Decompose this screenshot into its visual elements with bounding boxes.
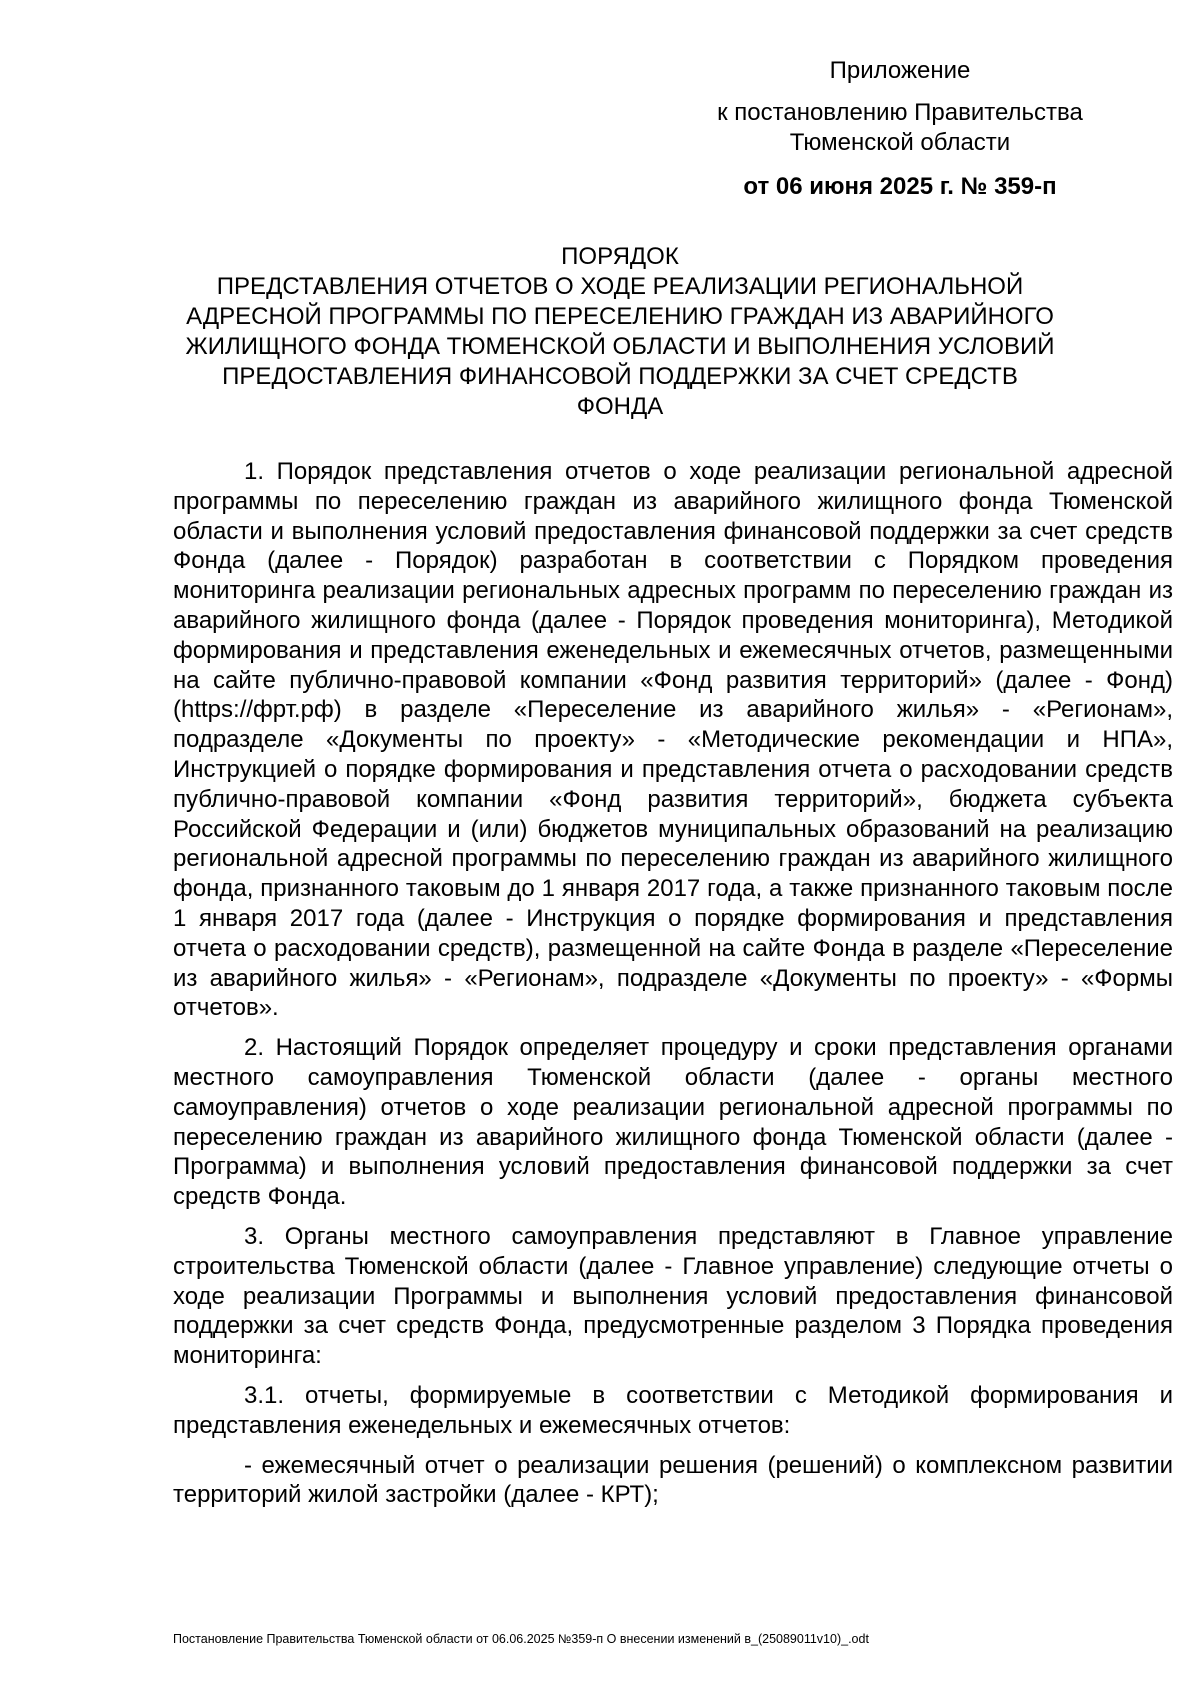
paragraph-3: 3. Органы местного самоуправления представляют в Главное управление строительства Тюменской области (далее - Главное управление) следующие отчеты о ходе реализации Программы и выполнения условий предоставления финансовой поддержки за счет средств Фонда, предусмотренные разделом 3 Порядка проведения мониторинга: (173, 1222, 1173, 1370)
title-line-2: ПРЕДСТАВЛЕНИЯ ОТЧЕТОВ О ХОДЕ РЕАЛИЗАЦИИ РЕГИОНАЛЬНОЙ (216, 273, 1024, 300)
paragraph-3-1: 3.1. отчеты, формируемые в соответствии с Методикой формирования и представления еженедельных и ежемесячных отчетов: (173, 1381, 1173, 1439)
appendix-title: Приложение (829, 57, 971, 84)
document-body (173, 457, 1173, 1520)
appendix-ref-line-2: Тюменской области (789, 129, 1011, 156)
title-line-6: ФОНДА (576, 393, 664, 420)
paragraph-2: 2. Настоящий Порядок определяет процедуру и сроки представления органами местного самоуправления Тюменской области (далее - органы местного самоуправления) отчетов о ходе реализации региональной адресной программы по переселению граждан из аварийного жилищного фонда Тюменской области (далее - Программа) и выполнения условий предоставления финансовой поддержки за счет средств Фонда. (173, 1034, 1173, 1211)
appendix-ref-line-1: к постановлению Правительства (717, 99, 1083, 126)
appendix-header (690, 56, 1110, 202)
title-line-1: ПОРЯДОК (561, 243, 679, 270)
title-line-4: ЖИЛИЩНОГО ФОНДА ТЮМЕНСКОЙ ОБЛАСТИ И ВЫПОЛНЕНИЯ УСЛОВИЙ (185, 333, 1055, 360)
paragraph-krt-report: - ежемесячный отчет о реализации решения (решений) о комплексном развитии территорий жилой застройки (далее - КРТ); (173, 1451, 1173, 1509)
title-line-5: ПРЕДОСТАВЛЕНИЯ ФИНАНСОВОЙ ПОДДЕРЖКИ ЗА СЧЕТ СРЕДСТВ (222, 363, 1018, 390)
title-line-3: АДРЕСНОЙ ПРОГРАММЫ ПО ПЕРЕСЕЛЕНИЮ ГРАЖДАН ИЗ АВАРИЙНОГО (186, 303, 1054, 330)
page-footer: Постановление Правительства Тюменской области от 06.06.2025 №359-п О внесении изменений в_(25089011v10)_.odt (173, 1632, 869, 1646)
appendix-date: от 06 июня 2025 г. № 359-п (743, 173, 1057, 200)
document-title (160, 242, 1080, 422)
paragraph-1: 1. Порядок представления отчетов о ходе реализации региональной адресной программы по переселению граждан из аварийного жилищного фонда Тюменской области и выполнения условий предоставления финансовой поддержки за счет средств Фонда (далее - Порядок) разработан в соответствии с Порядком проведения мониторинга реализации региональных адресных программ по переселению граждан из аварийного жилищного фонда (далее - Порядок проведения мониторинга), Методикой формирования и представления еженедельных и ежемесячных отчетов, размещенными на сайте публично-правовой компании «Фонд развития территорий» (далее - Фонд) (https://фрт.рф) в разделе «Переселение из аварийного жилья» - «Регионам», подразделе «Документы по проекту» - «Методические рекомендации и НПА», Инструкцией о порядке формирования и представления отчета о расходовании средств публично-правовой компании «Фонд развития территорий», бюджета субъекта Российской Федерации и (или) бюджетов муниципальных образований на реализацию региональной адресной программы по переселению граждан из аварийного жилищного фонда, признанного таковым до 1 января 2017 года, а также признанного таковым после 1 января 2017 года (далее - Инструкция о порядке формирования и представления отчета о расходовании средств), размещенной на сайте Фонда в разделе «Переселение из аварийного жилья» - «Регионам», подразделе «Документы по проекту» - «Формы отчетов». (173, 458, 1173, 1022)
